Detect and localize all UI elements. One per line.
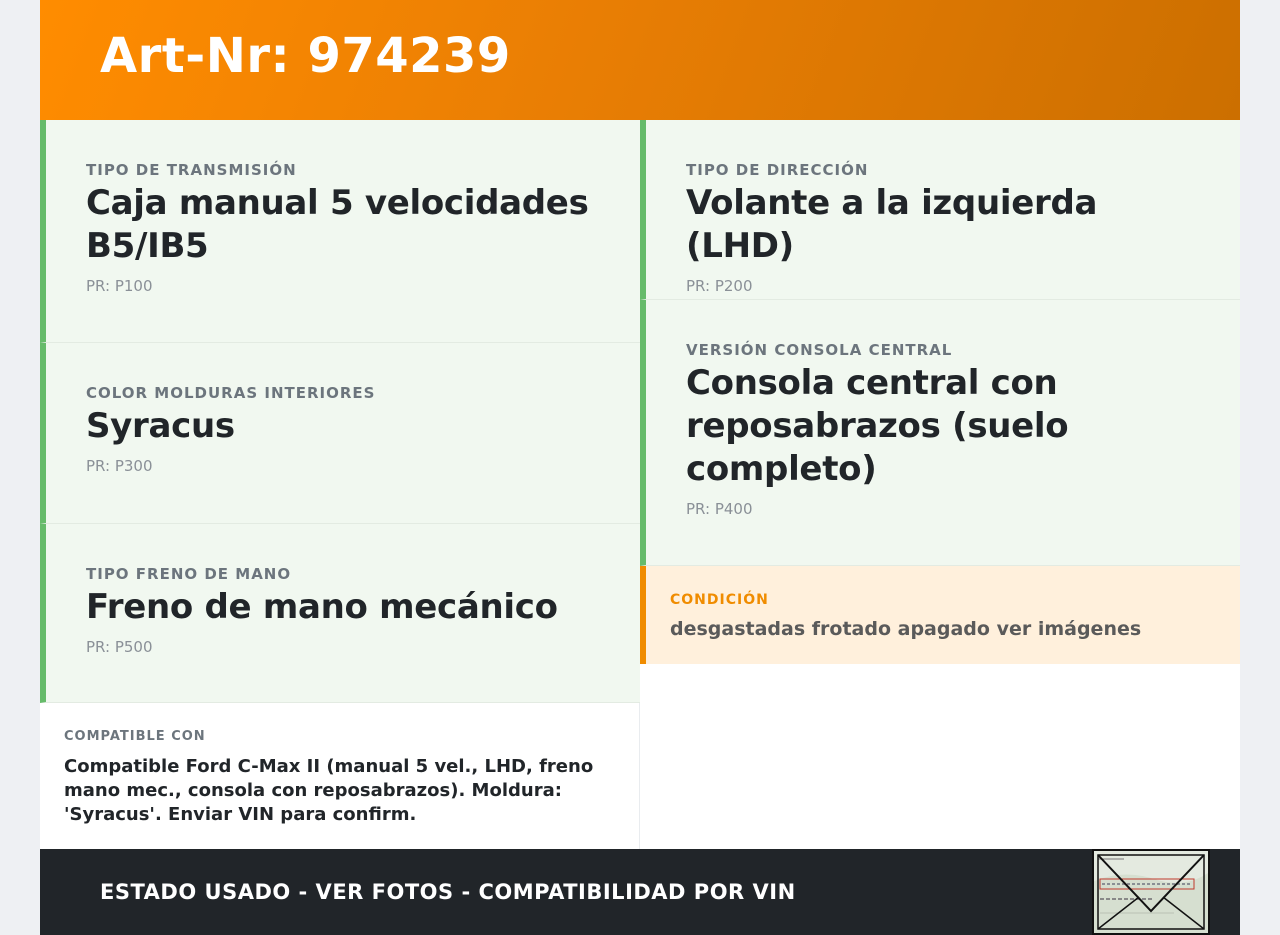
spec-label: VERSIÓN CONSOLA CENTRAL [686, 341, 953, 359]
spec-value: Caja manual 5 velocidades B5/IB5 [86, 183, 589, 266]
compatibility-box [40, 703, 640, 849]
spec-pr-code: PR: P100 [86, 277, 153, 295]
envelope-photo-graphic [1094, 851, 1208, 933]
footer-text: ESTADO USADO - VER FOTOS - COMPATIBILIDAD POR VIN [100, 880, 796, 904]
spec-interior-trim-color [40, 343, 640, 524]
spec-value: Consola central con reposabrazos (suelo completo) [686, 363, 1069, 489]
product-card [40, 0, 1240, 935]
spec-label: COLOR MOLDURAS INTERIORES [86, 384, 376, 402]
envelope-photo-icon[interactable] [1092, 849, 1210, 935]
spec-pr-code: PR: P400 [686, 500, 753, 518]
header-banner [40, 0, 1240, 120]
spec-handbrake [40, 524, 640, 703]
footer-bar [40, 849, 1240, 935]
compatibility-label: COMPATIBLE CON [64, 729, 206, 744]
spec-transmission [40, 120, 640, 343]
specs-column-left [40, 120, 640, 703]
specs-column-right [640, 120, 1240, 566]
spec-value: Freno de mano mecánico [86, 587, 558, 627]
spec-pr-code: PR: P300 [86, 457, 153, 475]
condition-label: CONDICIÓN [670, 592, 769, 608]
spec-label: TIPO DE DIRECCIÓN [686, 161, 869, 179]
spec-label: TIPO FRENO DE MANO [86, 565, 292, 583]
condition-text: desgastadas frotado apagado ver imágenes [670, 618, 1142, 640]
article-number-title: Art-Nr: 974239 [100, 28, 511, 84]
spec-center-console [640, 300, 1240, 566]
spec-pr-code: PR: P500 [86, 638, 153, 656]
spec-steering [640, 120, 1240, 300]
spec-label: TIPO DE TRANSMISIÓN [86, 161, 297, 179]
compatibility-text: Compatible Ford C-Max II (manual 5 vel., LHD, freno mano mec., consola con reposabrazos). Moldura: 'Syracus'. Enviar VIN para confirm. [64, 756, 594, 825]
condition-box [640, 566, 1240, 664]
spec-value: Volante a la izquierda (LHD) [686, 183, 1098, 266]
spec-value: Syracus [86, 406, 235, 446]
spec-pr-code: PR: P200 [686, 277, 753, 295]
